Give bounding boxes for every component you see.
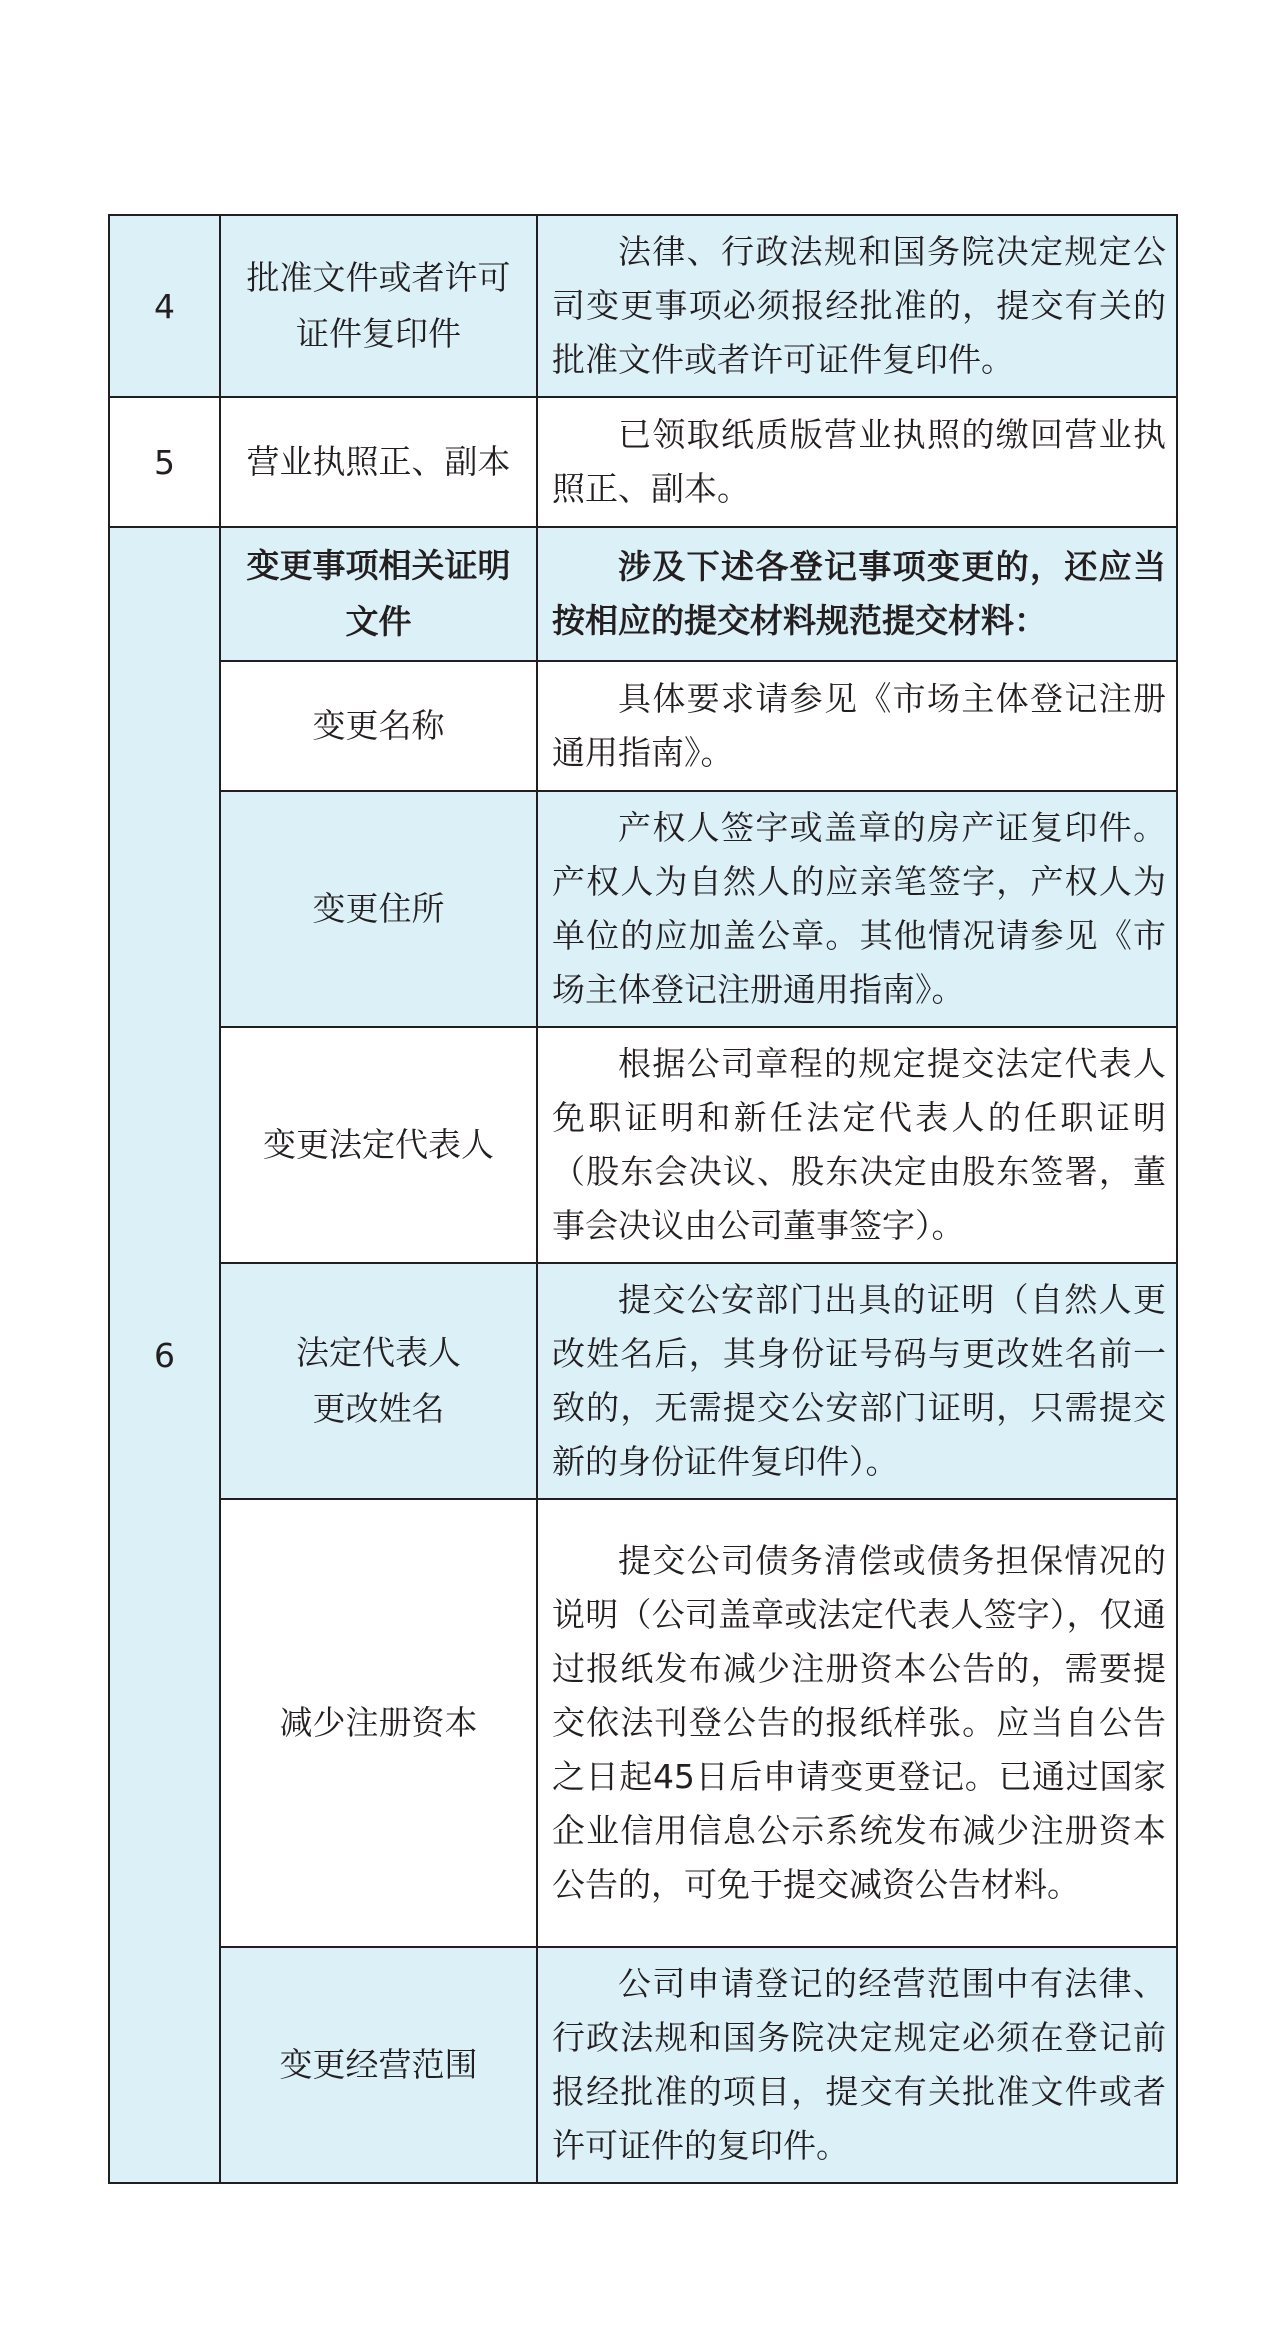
table-row [109,215,1177,397]
change-item-name-line: 更改姓名 [312,1389,445,1428]
table-row [109,1027,1177,1263]
change-item-description: 产权人签字或盖章的房产证复印件。产权人为自然人的应亲笔签字，产权人为单位的应加盖公章。其他情况请参见《市场主体登记注册通用指南》。 [537,791,1177,1027]
change-item-name-line: 法定代表人 [296,1333,461,1372]
table-row [109,527,1177,661]
change-item-name: 变更经营范围 [220,1947,537,2183]
table-row [109,1947,1177,2183]
material-description: 法律、行政法规和国务院决定规定公司变更事项必须报经批准的，提交有关的批准文件或者许可证件复印件。 [537,215,1177,397]
table-row [109,1499,1177,1947]
table-row [109,397,1177,527]
material-description: 已领取纸质版营业执照的缴回营业执照正、副本。 [537,397,1177,527]
row-number: 6 [109,527,220,2183]
requirements-table [108,214,1178,2184]
table-row [109,791,1177,1027]
change-item-name: 变更法定代表人 [220,1027,537,1263]
table-row [109,1263,1177,1499]
material-name: 营业执照正、副本 [220,397,537,527]
change-item-name [220,1263,537,1499]
material-name: 批准文件或者许可证件复印件 [220,215,537,397]
change-item-description: 提交公司债务清偿或债务担保情况的说明（公司盖章或法定代表人签字），仅通过报纸发布减少注册资本公告的，需要提交依法刊登公告的报纸样张。应当自公告之日起45日后申请变更登记。已通过国家企业信用信息公示系统发布减少注册资本公告的，可免于提交减资公告材料。 [537,1499,1177,1947]
change-item-description: 提交公安部门出具的证明（自然人更改姓名后，其身份证号码与更改姓名前一致的，无需提交公安部门证明，只需提交新的身份证件复印件）。 [537,1263,1177,1499]
change-item-name: 变更名称 [220,661,537,791]
section-header-description: 涉及下述各登记事项变更的，还应当按相应的提交材料规范提交材料： [537,527,1177,661]
change-item-name: 变更住所 [220,791,537,1027]
row-number: 5 [109,397,220,527]
table-row [109,661,1177,791]
change-item-description: 具体要求请参见《市场主体登记注册通用指南》。 [537,661,1177,791]
row-number: 4 [109,215,220,397]
change-item-description: 根据公司章程的规定提交法定代表人免职证明和新任法定代表人的任职证明（股东会决议、股东决定由股东签署，董事会决议由公司董事签字）。 [537,1027,1177,1263]
change-item-description: 公司申请登记的经营范围中有法律、行政法规和国务院决定规定必须在登记前报经批准的项目，提交有关批准文件或者许可证件的复印件。 [537,1947,1177,2183]
change-item-name: 减少注册资本 [220,1499,537,1947]
section-header-name: 变更事项相关证明文件 [220,527,537,661]
